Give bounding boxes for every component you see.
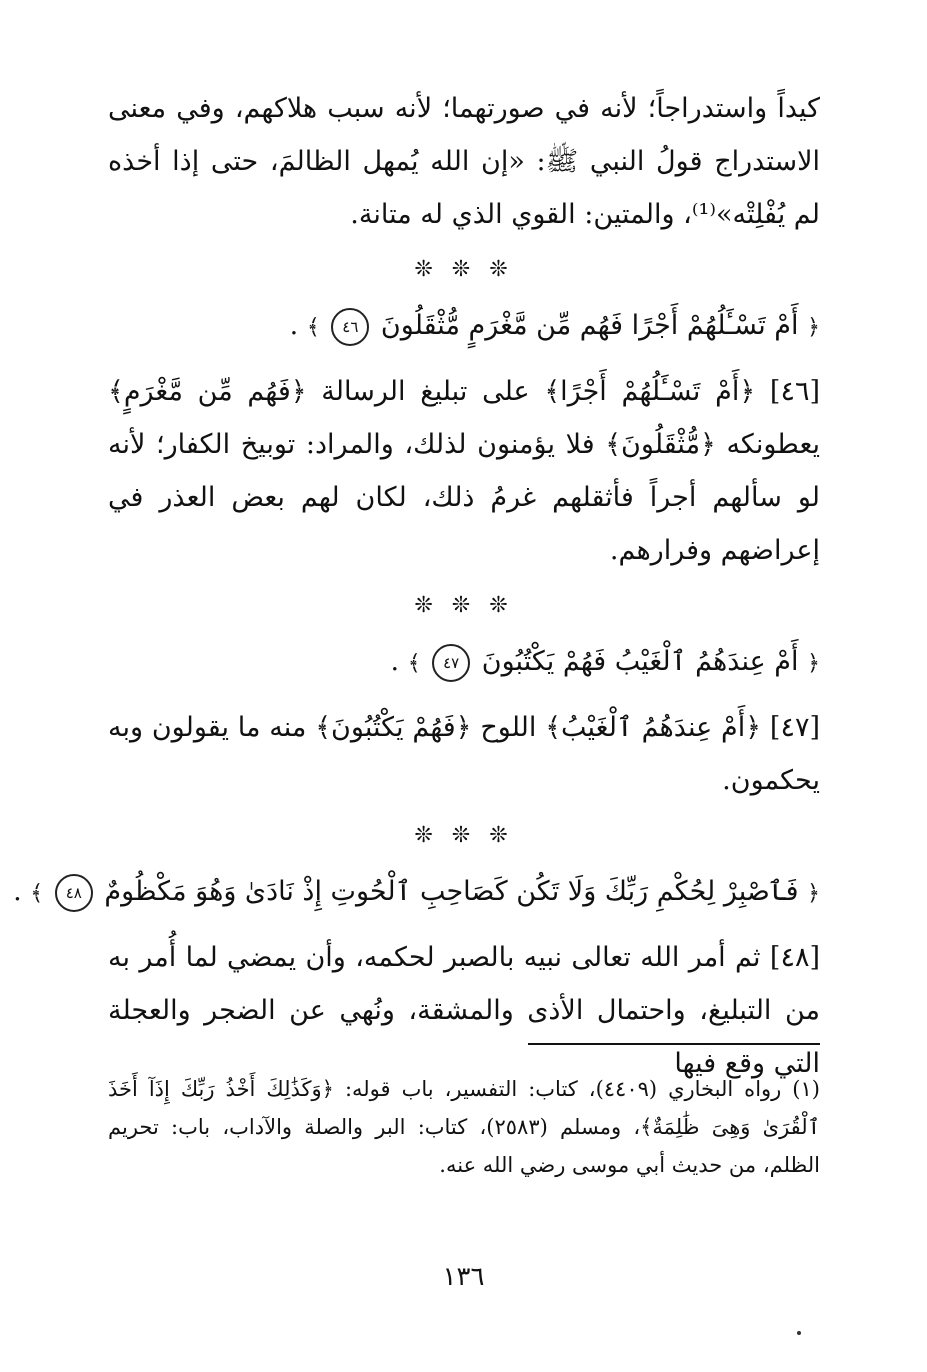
verse-end-mark: . xyxy=(289,310,299,341)
ayah-number-marker: ٤٧ xyxy=(432,644,470,682)
paragraph-commentary-45: كيداً واستدراجاً؛ لأنه في صورتهما؛ لأنه سبب هلاكهم، وفي معنى الاستدراج قولُ النبي ﷺ: «إن الله يُمهل الظالمَ، حتى إذا أخذه لم يُفْلِتْه»⁽¹⁾، والمتين: القوي الذي له متانة. xyxy=(108,93,820,230)
verse-open-bracket: ﴿ xyxy=(807,315,820,340)
verse-end-mark: . xyxy=(13,876,22,907)
page-number: ١٣٦ xyxy=(442,1262,485,1292)
ayah-number-marker: ٤٦ xyxy=(331,308,369,346)
scan-speck xyxy=(797,1331,801,1335)
verse-text: أَمْ عِندَهُمُ ٱلْغَيْبُ فَهُمْ يَكْتُبُونَ xyxy=(481,646,799,677)
verse-close-bracket: ﴾ xyxy=(306,315,320,340)
footnote-1: (١) رواه البخاري (٤٤٠٩)، كتاب: التفسير، باب قوله: ﴿وَكَذَٰلِكَ أَخْذُ رَبِّكَ إِذَآ أَخَذَ ٱلْقُرَىٰ وَهِىَ ظَٰلِمَةٌ﴾، ومسلم (٢٥٨٣)، كتاب: البر والصلة والآداب، باب: تحريم الظلم، من حديث أبي موسى رضي الله عنه. xyxy=(108,1077,820,1177)
ayah-number-marker: ٤٨ xyxy=(55,874,93,912)
separator-stars: ❊ ❊ ❊ xyxy=(414,823,514,848)
verse-text: أَمْ تَسْـَٔلُهُمْ أَجْرًا فَهُم مِّن مَّغْرَمٍ مُّثْقَلُونَ xyxy=(380,310,799,341)
separator-stars: ❊ ❊ ❊ xyxy=(414,257,514,282)
paragraph-commentary-48: [٤٨] ثم أمر الله تعالى نبيه بالصبر لحكمه، وأن يمضي لما أُمر به من التبليغ، واحتمال الأذى والمشقة، ونُهي عن الضجر والعجلة التي وقع فيها xyxy=(108,942,820,1079)
verse-open-bracket: ﴿ xyxy=(807,651,820,676)
quran-verse-46 xyxy=(108,301,820,353)
main-text xyxy=(13,82,820,1090)
separator-stars: ❊ ❊ ❊ xyxy=(414,593,514,618)
verse-close-bracket: ﴾ xyxy=(407,651,421,676)
footnote-divider xyxy=(528,1043,820,1045)
verse-text: فَٱصْبِرْ لِحُكْمِ رَبِّكَ وَلَا تَكُن كَصَاحِبِ ٱلْحُوتِ إِذْ نَادَىٰ وَهُوَ مَكْظُومٌ xyxy=(104,876,799,907)
verse-close-bracket: ﴾ xyxy=(30,881,44,906)
quran-verse-47 xyxy=(108,637,820,689)
verse-end-mark: . xyxy=(390,646,400,677)
quran-verse-48 xyxy=(13,867,820,919)
verse-open-bracket: ﴿ xyxy=(807,881,820,906)
paragraph-commentary-46: [٤٦] ﴿أَمْ تَسْـَٔلُهُمْ أَجْرًا﴾ على تبليغ الرسالة ﴿فَهُم مِّن مَّغْرَمٍ﴾ يعطونكه ﴿مُّثْقَلُونَ﴾ فلا يؤمنون لذلك، والمراد: توبيخ الكفار؛ لأنه لو سألهم أجراً فأثقلهم غرمُ ذلك، لكان لهم بعض العذر في إعراضهم وفرارهم. xyxy=(108,376,820,566)
paragraph-commentary-47: [٤٧] ﴿أَمْ عِندَهُمُ ٱلْغَيْبُ﴾ اللوح ﴿فَهُمْ يَكْتُبُونَ﴾ منه ما يقولون وبه يحكمون. xyxy=(108,712,820,796)
